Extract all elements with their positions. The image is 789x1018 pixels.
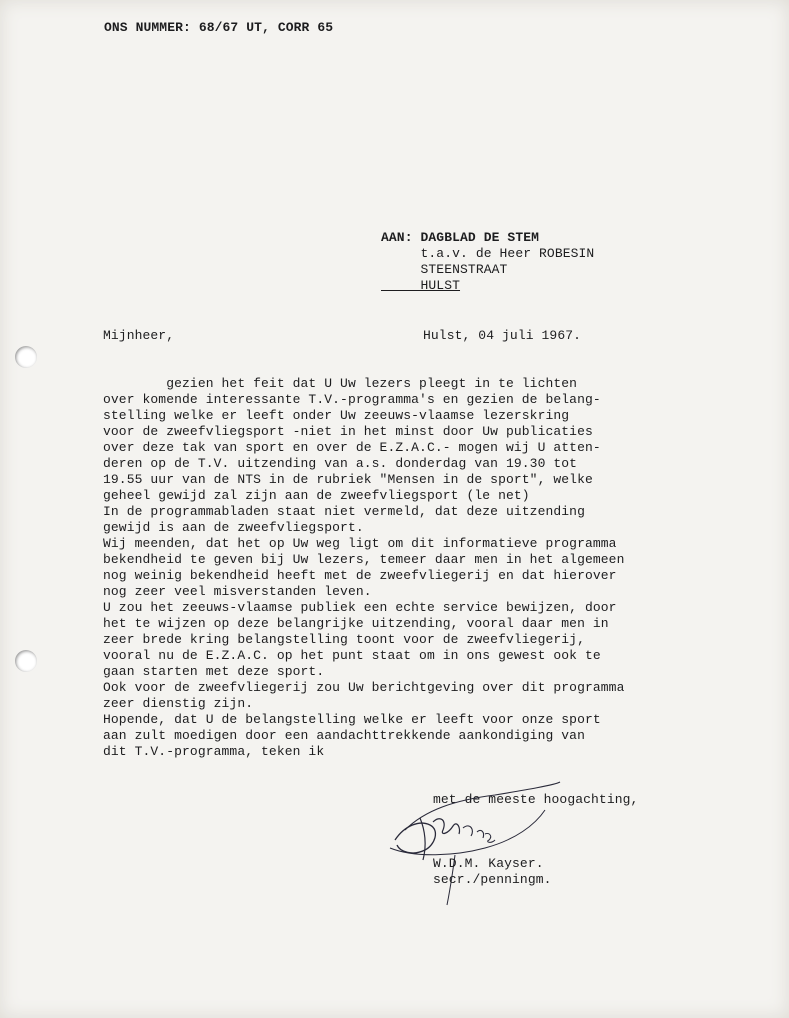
- closing: met de meeste hoogachting,: [433, 792, 639, 807]
- punch-hole-top: [15, 346, 37, 368]
- body-line: Ook voor de zweefvliegerij zou Uw berichtgeving over dit programma: [103, 680, 625, 695]
- body-line: gezien het feit dat U Uw lezers pleegt in te lichten: [103, 376, 578, 391]
- signatory-title: secr./penningm.: [433, 872, 552, 887]
- body-line: voor de zweefvliegsport -niet in het minst door Uw publicaties: [103, 424, 593, 439]
- punch-hole-bottom: [15, 650, 37, 672]
- body-line: het te wijzen op deze belangrijke uitzending, vooral daar men in: [103, 616, 609, 631]
- salutation: Mijnheer,: [103, 328, 175, 343]
- address-line-4: HULST: [381, 278, 461, 293]
- body-line: In de programmabladen staat niet vermeld, dat deze uitzending: [103, 504, 585, 519]
- body-line: 19.55 uur van de NTS in de rubriek "Mensen in de sport", welke: [103, 472, 593, 487]
- body-line: over komende interessante T.V.-programma's en gezien de belang-: [103, 392, 601, 407]
- body-line: aan zult moedigen door een aandachttrekkende aankondiging van: [103, 728, 585, 743]
- body-line: gaan starten met deze sport.: [103, 664, 325, 679]
- signatory-name: W.D.M. Kayser.: [433, 856, 544, 871]
- reference-number: ONS NUMMER: 68/67 UT, CORR 65: [104, 20, 334, 35]
- body-line: nog weinig bekendheid heeft met de zweefvliegerij en dat hierover: [103, 568, 617, 583]
- body-line: dit T.V.-programma, teken ik: [103, 744, 325, 759]
- body-line: Wij meenden, dat het op Uw weg ligt om dit informatieve programma: [103, 536, 617, 551]
- place-date: Hulst, 04 juli 1967.: [423, 328, 582, 343]
- body-line: deren op de T.V. uitzending van a.s. donderdag van 19.30 tot: [103, 456, 578, 471]
- body-line: zeer dienstig zijn.: [103, 696, 254, 711]
- body-line: nog zeer veel misverstanden leven.: [103, 584, 372, 599]
- body-line: Hopende, dat U de belangstelling welke er leeft voor onze sport: [103, 712, 601, 727]
- body-line: geheel gewijd zal zijn aan de zweefvliegsport (le net): [103, 488, 530, 503]
- address-line-2: t.a.v. de Heer ROBESIN: [381, 246, 595, 261]
- body-line: gewijd is aan de zweefvliegsport.: [103, 520, 364, 535]
- handwritten-signature: [385, 770, 565, 910]
- body-line: vooral nu de E.Z.A.C. op het punt staat om in ons gewest ook te: [103, 648, 601, 663]
- body-line: zeer brede kring belangstelling toont voor de zweefvliegerij,: [103, 632, 585, 647]
- body-line: U zou het zeeuws-vlaamse publiek een echte service bewijzen, door: [103, 600, 617, 615]
- body-line: bekendheid te geven bij Uw lezers, temeer daar men in het algemeen: [103, 552, 625, 567]
- address-line-1: AAN: DAGBLAD DE STEM: [381, 230, 540, 245]
- address-line-3: STEENSTRAAT: [381, 262, 508, 277]
- body-line: over deze tak van sport en over de E.Z.A.C.- mogen wij U atten-: [103, 440, 601, 455]
- body-line: stelling welke er leeft onder Uw zeeuws-vlaamse lezerskring: [103, 408, 570, 423]
